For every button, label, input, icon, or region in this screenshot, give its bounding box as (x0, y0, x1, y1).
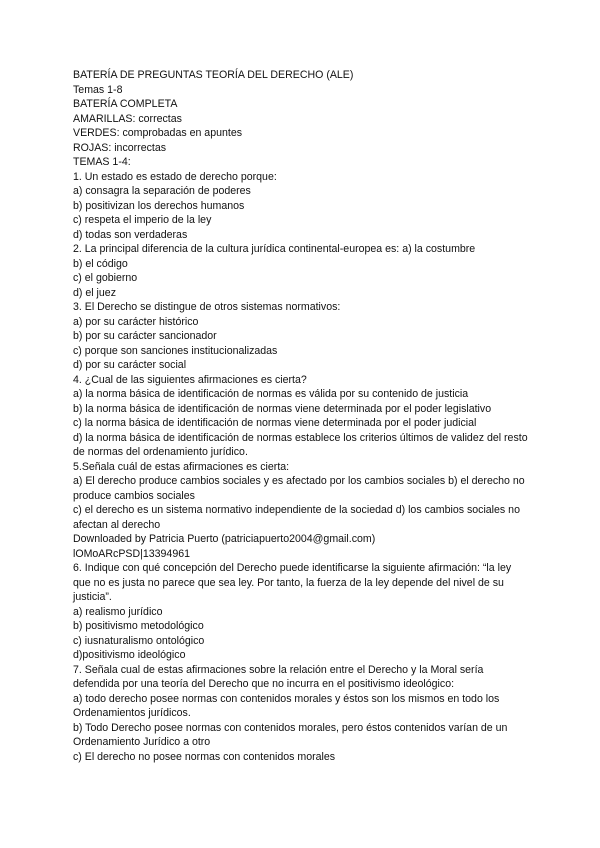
q1-option-d: d) todas son verdaderas (73, 228, 188, 241)
q1-option-c: c) respeta el imperio de la ley (73, 214, 212, 226)
q4-option-a: a) la norma básica de identificación de normas es válida por su contenido de justicia (73, 388, 469, 400)
q1-option-a: a) consagra la separación de poderes (73, 185, 251, 197)
q7-option-c: c) El derecho no posee normas con contenidos morales (73, 750, 336, 763)
question-7: 7. Señala cual de estas afirmaciones sobre la relación entre el Derecho y la Moral sería defendida por una teoría del Derecho que no incurra en el positivismo ideológico: (73, 663, 484, 690)
q7-option-a: a) todo derecho posee normas con contenidos morales y éstos son los mismos en todo los Ordenamientos jurídicos. (73, 692, 500, 719)
question-2: 2. La principal diferencia de la cultura jurídica continental-europea es: a) la costumbre (73, 243, 476, 255)
q5-options-cd: c) el derecho es un sistema normativo independiente de la sociedad d) los cambios sociales no afectan al derecho (73, 504, 520, 531)
question-1: 1. Un estado es estado de derecho porque: (73, 170, 277, 183)
question-6: 6. Indique con qué concepción del Derecho puede identificarse la siguiente afirmación: “la ley que no es justa no parece que sea ley. Por tanto, la fuerza de la ley depende del nivel de su justicia”. (73, 562, 512, 603)
download-notice: Downloaded by Patricia Puerto (patriciapuerto2004@gmail.com) (73, 533, 376, 545)
document-id: lOMoARcPSD|13394961 (73, 547, 190, 560)
q2-option-c: c) el gobierno (73, 272, 138, 284)
q5-options-ab: a) El derecho produce cambios sociales y es afectado por los cambios sociales b) el derecho no produce cambios sociales (73, 475, 525, 502)
temas-label: Temas 1-8 (73, 83, 123, 96)
document-title: BATERÍA DE PREGUNTAS TEORÍA DEL DERECHO (ALE) (73, 69, 354, 81)
q3-option-c: c) porque son sanciones institucionalizadas (73, 344, 278, 357)
q2-option-d: d) el juez (73, 286, 116, 299)
q6-option-a: a) realismo jurídico (73, 605, 163, 618)
legend-yellow: AMARILLAS: correctas (73, 112, 182, 125)
question-3: 3. El Derecho se distingue de otros sistemas normativos: (73, 301, 341, 313)
q4-option-b: b) la norma básica de identificación de normas viene determinada por el poder legislativo (73, 402, 492, 415)
q6-option-c: c) iusnaturalismo ontológico (73, 634, 205, 647)
q3-option-d: d) por su carácter social (73, 359, 187, 371)
question-5: 5.Señala cuál de estas afirmaciones es cierta: (73, 460, 290, 473)
q2-option-b: b) el código (73, 257, 128, 270)
q7-option-b: b) Todo Derecho posee normas con contenidos morales, pero éstos contenidos varían de un Ordenamiento Jurídico a otro (73, 721, 508, 748)
q1-option-b: b) positivizan los derechos humanos (73, 199, 245, 212)
q3-option-b: b) por su carácter sancionador (73, 330, 217, 342)
section-heading: TEMAS 1-4: (73, 156, 131, 168)
q4-option-d: d) la norma básica de identificación de normas establece los criterios últimos de validez del resto de normas del ordenamiento jurídico. (73, 431, 528, 458)
question-4: 4. ¿Cual de las siguientes afirmaciones es cierta? (73, 373, 307, 386)
legend-green: VERDES: comprobadas en apuntes (73, 127, 243, 139)
q6-option-d: d)positivismo ideológico (73, 649, 186, 661)
q3-option-a: a) por su carácter histórico (73, 315, 199, 328)
completa-label: BATERÍA COMPLETA (73, 98, 178, 110)
q4-option-c: c) la norma básica de identificación de normas viene determinada por el poder judicial (73, 417, 477, 429)
legend-red: ROJAS: incorrectas (73, 141, 167, 154)
document-content (73, 68, 528, 764)
q6-option-b: b) positivismo metodológico (73, 620, 204, 632)
